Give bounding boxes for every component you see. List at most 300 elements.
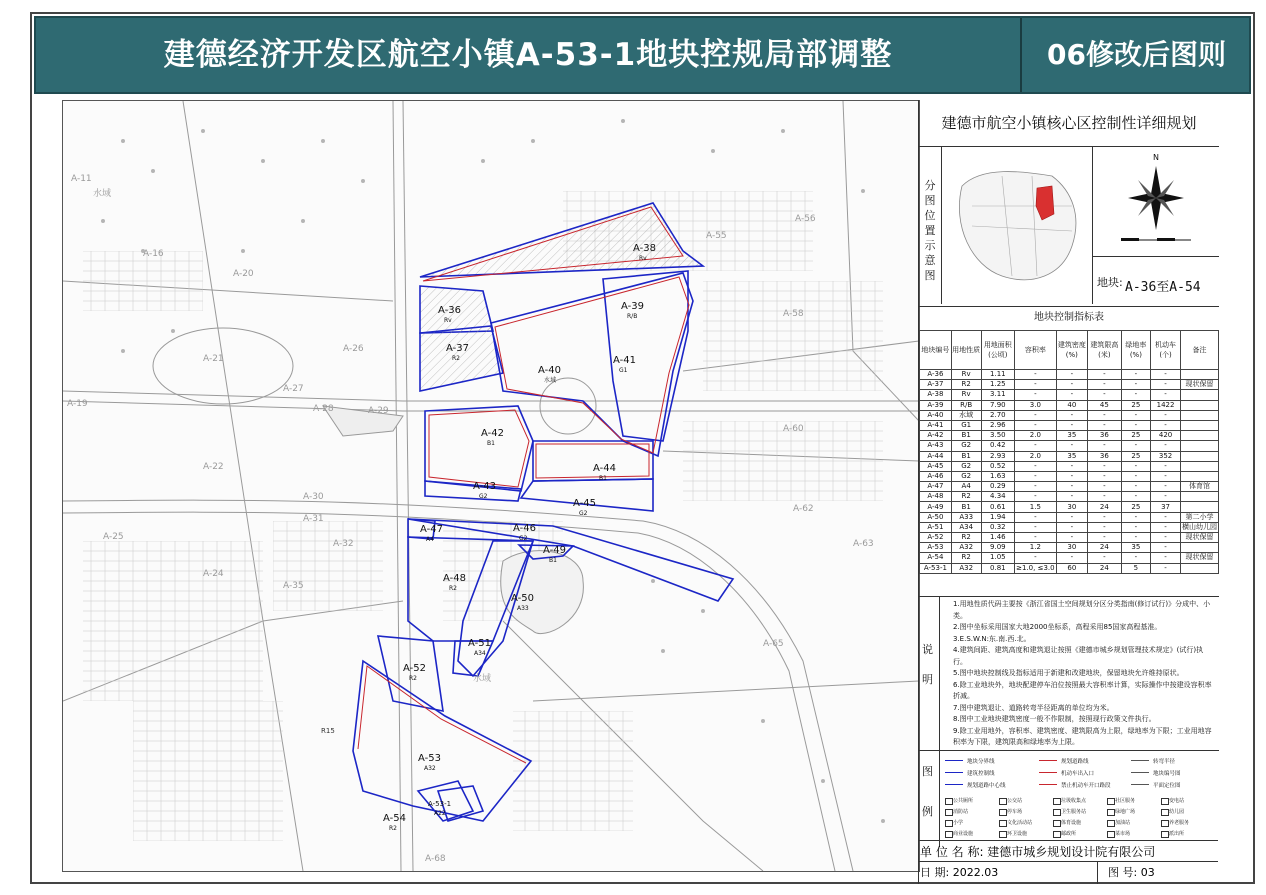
table-cell: R2 (951, 533, 981, 543)
table-cell: - (1056, 553, 1088, 563)
table-cell: - (1088, 410, 1121, 420)
notes-list (939, 599, 1219, 749)
table-cell: A-50 (920, 512, 952, 522)
legend-facility-item: 公交站 (1007, 798, 1023, 804)
table-cell: - (1088, 461, 1121, 471)
table-row (920, 390, 1219, 400)
location-minimap (941, 146, 1093, 304)
table-cell: 现状保留 (1180, 553, 1218, 563)
table-cell: - (1056, 482, 1088, 492)
table-cell: 420 (1151, 431, 1181, 441)
table-cell: - (1056, 492, 1088, 502)
panel-title: 建德市航空小镇核心区控制性详细规划 (919, 100, 1219, 147)
note-item: 7.图中建筑退让、道路转弯半径距离的单位均为米。 (953, 703, 1114, 712)
table-cell: - (1056, 410, 1088, 420)
parcel-label-a-49[interactable]: A-49 (543, 545, 566, 556)
table-cell (1180, 420, 1218, 430)
table-cell: 25 (1121, 400, 1151, 410)
table-cell: 横山幼儿园 (1181, 522, 1217, 531)
context-label: A-58 (783, 309, 804, 319)
legend-item: 规划道路线 (1061, 759, 1089, 765)
table-cell: 1422 (1151, 400, 1181, 410)
table-cell (1180, 461, 1218, 471)
table-cell: B1 (951, 431, 981, 441)
note-item: 2.图中坐标采用国家大地2000坐标系，高程采用85国家高程基准。 (953, 623, 1162, 631)
table-cell: 0.42 (981, 441, 1015, 451)
table-cell: - (1151, 380, 1181, 390)
table-row (920, 553, 1219, 563)
legend-facility-item: 体育设施 (1061, 820, 1082, 826)
table-cell: 25 (1121, 502, 1151, 512)
legend-facility-item: 商业设施 (953, 831, 974, 837)
legend-facility-item: 公共厕所 (953, 798, 974, 804)
legend-facility-icon (1053, 820, 1061, 827)
table-cell: - (1015, 390, 1056, 400)
table-cell: - (1151, 522, 1181, 532)
table-row (920, 492, 1219, 502)
table-cell: 2.0 (1015, 451, 1056, 461)
context-label: A-65 (763, 639, 784, 649)
note-item: 3.E.S.W.N:东.南.西.北。 (953, 634, 1031, 643)
context-label: A-24 (203, 569, 224, 579)
legend-item: 禁止机动车开口路段 (1061, 783, 1111, 789)
context-label: A-19 (67, 399, 88, 409)
legend-item: 机动车出入口 (1061, 771, 1095, 777)
table-cell: A-45 (920, 461, 952, 471)
context-label: A-56 (795, 214, 816, 224)
table-row (920, 482, 1219, 492)
parcel-use-a-41: G1 (619, 367, 628, 374)
parcel-label-a-52[interactable]: A-52 (403, 663, 426, 674)
info-panel (918, 100, 1220, 884)
notes-label-2: 明 (922, 673, 933, 686)
location-minimap-svg (942, 146, 1092, 304)
parcel-use-a-49: B1 (549, 557, 557, 564)
table-cell: 2.0 (1015, 431, 1056, 441)
plan-map-svg (63, 101, 919, 871)
parcel-label-a-53[interactable]: A-53 (418, 753, 441, 764)
legend-facility-item: 菜市场 (1115, 831, 1131, 837)
table-cell: A-41 (920, 420, 952, 430)
table-cell: 3.0 (1015, 400, 1056, 410)
table-row (920, 461, 1219, 471)
table-cell: - (1121, 492, 1151, 502)
table-cell (1180, 400, 1218, 410)
context-label: 水域 (93, 189, 112, 199)
table-cell: 37 (1151, 502, 1181, 512)
table-cell: 35 (1056, 431, 1088, 441)
table-cell: 60 (1056, 563, 1088, 573)
table-cell: - (1121, 461, 1151, 471)
table-cell: A-43 (920, 441, 952, 451)
legend-label-1: 图 (922, 765, 933, 778)
legend-facility-icon (1053, 798, 1061, 805)
table-cell: - (1056, 370, 1088, 380)
table-cell: 体育馆 (1180, 482, 1218, 492)
table-cell: - (1121, 410, 1151, 420)
table-header-cell: 机动车(个) (1151, 331, 1181, 370)
legend-item: 建筑控制线 (967, 771, 995, 777)
table-cell: A-48 (920, 492, 952, 502)
parcel-label-a-44[interactable]: A-44 (593, 463, 616, 474)
legend-swatch (1131, 760, 1149, 761)
table-cell: A-40 (920, 410, 952, 420)
note-item: 8.图中工业地块建筑密度一般不作限制，按照现行政策文件执行。 (953, 715, 1156, 723)
table-cell: A-38 (920, 390, 952, 400)
table-cell: - (1151, 563, 1181, 573)
table-cell: 24 (1088, 502, 1121, 512)
note-item: 1.用地性质代码主要按《浙江省国土空间规划分区分类指南(修订试行)》分成中、小类。 (953, 600, 1211, 620)
parcel-use-a-40: 水域 (544, 377, 557, 384)
table-cell: 现状保留 (1180, 533, 1218, 543)
table-cell: 0.32 (981, 522, 1015, 532)
table-cell: - (1015, 441, 1056, 451)
table-cell: Rv (951, 390, 981, 400)
table-row (920, 370, 1219, 380)
table-row (920, 400, 1219, 410)
table-cell: - (1151, 512, 1181, 522)
table-cell: - (1121, 370, 1151, 380)
context-label: A-63 (853, 539, 874, 549)
table-cell: - (1056, 390, 1088, 400)
table-cell: 352 (1151, 451, 1181, 461)
legend-facility-item: 停车场 (1007, 809, 1023, 815)
context-label: A-11 (71, 174, 92, 184)
table-cell: - (1121, 441, 1151, 451)
table-cell: 9.09 (981, 543, 1015, 553)
table-cell (1180, 390, 1218, 400)
context-label: A-55 (706, 231, 727, 241)
table-cell: - (1015, 482, 1056, 492)
table-cell: 25 (1121, 451, 1151, 461)
table-cell: - (1088, 553, 1121, 563)
table-cell: 1.25 (981, 380, 1015, 390)
legend-facility-icon (1053, 809, 1061, 816)
legend-facility-icon (1107, 831, 1115, 838)
table-cell: 2.70 (981, 410, 1015, 420)
table-cell: 1.05 (981, 553, 1015, 563)
table-cell: - (1056, 522, 1088, 532)
legend-item: 地块分界线 (967, 759, 995, 765)
table-cell: R2 (951, 553, 981, 563)
table-cell (1180, 441, 1218, 451)
legend-facility-item: 卫生服务站 (1061, 809, 1087, 815)
context-label: A-60 (783, 424, 804, 434)
table-cell: Rv (951, 370, 981, 380)
table-cell: - (1056, 420, 1088, 430)
parcel-label-a-51[interactable]: A-51 (468, 638, 491, 649)
table-cell: - (1088, 390, 1121, 400)
table-cell: - (1121, 482, 1151, 492)
legend-facility-icon (945, 798, 953, 805)
table-cell: - (1088, 522, 1121, 532)
table-cell: ≥1.0, ≤3.0 (1016, 563, 1055, 572)
table-cell: - (1088, 492, 1121, 502)
table-cell: - (1121, 522, 1151, 532)
footer (918, 840, 1220, 884)
table-cell: - (1088, 512, 1121, 522)
notes-side (919, 597, 940, 751)
legend-facility-item: 养老服务 (1169, 820, 1190, 826)
context-label: A-30 (303, 492, 324, 502)
parcel-use-a-46: G2 (519, 535, 528, 542)
parcel-use-a-36: Rv (444, 317, 452, 324)
legend-swatch (945, 784, 963, 785)
parcel-label-a-45[interactable]: A-45 (573, 498, 596, 509)
table-header-cell: 建筑密度(%) (1056, 331, 1088, 370)
parcel-label-a-48[interactable]: A-48 (443, 573, 466, 584)
notes-box (919, 596, 1219, 751)
context-label: A-28 (313, 404, 334, 414)
table-cell: - (1088, 533, 1121, 543)
legend-facility-icon (1161, 831, 1169, 838)
table-cell: 36 (1088, 451, 1121, 461)
table-row (920, 522, 1219, 532)
table-title: 地块控制指标表 (919, 306, 1219, 331)
table-cell: - (1121, 420, 1151, 430)
table-cell: G2 (951, 441, 981, 451)
table-cell: 1.46 (981, 533, 1015, 543)
parcel-use-a-52: R2 (409, 675, 417, 682)
table-cell: - (1151, 370, 1181, 380)
legend-side (919, 751, 940, 847)
table-cell: - (1015, 512, 1056, 522)
table-cell (1180, 471, 1218, 481)
legend-facility-icon (1161, 798, 1169, 805)
parcel-use-a-39: R/B (627, 313, 638, 320)
table-cell: - (1056, 461, 1088, 471)
table-cell: A4 (951, 482, 981, 492)
legend-item: 地块编号图 (1153, 771, 1181, 777)
parcel-use-a-50: A33 (517, 605, 529, 612)
context-label: A-68 (425, 854, 446, 864)
table-cell: A-47 (920, 482, 952, 492)
location-box (919, 146, 1219, 307)
legend-item: 规划道路中心线 (967, 783, 1006, 789)
table-cell: A-53-1 (920, 563, 952, 573)
plot-range-value: A-36至A-54 (1125, 280, 1201, 295)
table-cell (1180, 543, 1218, 553)
table-cell: A-37 (920, 380, 952, 390)
parcel-label-a-54[interactable]: A-54 (383, 813, 406, 824)
parcel-label-a-37[interactable]: A-37 (446, 343, 469, 354)
legend-facility-icon (1161, 820, 1169, 827)
table-cell: A33 (951, 512, 981, 522)
table-cell: 0.52 (981, 461, 1015, 471)
table-cell: 1.5 (1015, 502, 1056, 512)
legend-facility-item: 加油站 (1115, 820, 1131, 826)
table-cell: - (1151, 482, 1181, 492)
table-cell: - (1151, 410, 1181, 420)
table-header-cell: 建筑限高(米) (1088, 331, 1121, 370)
note-item: 9.除工业用地外，容积率、建筑密度、建筑限高为上限，绿地率为下限；工业用地容积率为下限，建筑限高和绿地率为上限。 (953, 726, 1212, 746)
table-cell: 4.34 (981, 492, 1015, 502)
legend-swatch (1039, 760, 1057, 761)
legend-facility-icon (1107, 798, 1115, 805)
table-cell: - (1151, 543, 1181, 553)
legend-facility-item: 变电站 (1169, 798, 1185, 804)
table-cell: - (1088, 482, 1121, 492)
parcel-label-a-46[interactable]: A-46 (513, 523, 536, 534)
table-cell: 2.96 (981, 420, 1015, 430)
table-cell: - (1151, 441, 1181, 451)
table-cell: - (1015, 522, 1056, 532)
context-label: A-32 (333, 539, 354, 549)
parcel-use-a-45: G2 (579, 510, 588, 517)
parcel-use-a-44: B1 (599, 475, 607, 482)
table-cell: B1 (951, 451, 981, 461)
parcel-label-a-47[interactable]: A-47 (420, 524, 443, 535)
parcel-label-a-42[interactable]: A-42 (481, 428, 504, 439)
table-cell: A-54 (920, 553, 952, 563)
table-cell: 30 (1056, 543, 1088, 553)
parcel-use-a-43: G2 (479, 493, 488, 500)
context-label: A-31 (303, 514, 324, 524)
context-label: A-25 (103, 532, 124, 542)
table-cell: - (1015, 553, 1056, 563)
table-cell: - (1088, 441, 1121, 451)
context-label: A-16 (143, 249, 164, 259)
table-header-cell: 容积率 (1015, 331, 1056, 370)
table-cell: - (1015, 492, 1056, 502)
table-cell: - (1015, 370, 1056, 380)
parcel-label-a-36[interactable]: A-36 (438, 305, 461, 316)
parcel-label-a-39[interactable]: A-39 (621, 301, 644, 312)
legend-swatch (1039, 784, 1057, 785)
table-cell: - (1151, 420, 1181, 430)
context-label: A-27 (283, 384, 304, 394)
parcel-use-a-42: B1 (487, 440, 495, 447)
table-cell: 7.90 (981, 400, 1015, 410)
table-cell: - (1056, 441, 1088, 451)
legend-facility-icon (945, 820, 953, 827)
table-cell: 0.81 (981, 563, 1015, 573)
parcel-use-a-48: R2 (449, 585, 457, 592)
table-cell (1180, 563, 1218, 573)
parcel-use-a-54: R2 (389, 825, 397, 832)
parcel-label-a-41[interactable]: A-41 (613, 355, 636, 366)
note-item: 6.除工业地块外，地块配建停车泊位按照最大容积率计算，实际操作中按建设容积率折减。 (953, 680, 1212, 700)
table-cell (1180, 431, 1218, 441)
table-row (920, 533, 1219, 543)
table-cell: - (1015, 533, 1056, 543)
table-cell: R2 (951, 492, 981, 502)
context-label: A-26 (343, 344, 364, 354)
legend-item: 转弯半径 (1153, 759, 1176, 765)
table-cell: - (1015, 380, 1056, 390)
legend-facility-item: 绿地广场 (1115, 809, 1136, 815)
table-cell: - (1056, 380, 1088, 390)
table-cell: 1.11 (981, 370, 1015, 380)
parcel-use-a-51: A34 (474, 650, 486, 657)
table-cell (1180, 370, 1218, 380)
legend-facility-icon (999, 820, 1007, 827)
table-cell: 30 (1056, 502, 1088, 512)
table-row (920, 441, 1219, 451)
header-bar (34, 16, 1251, 94)
location-label: 分图位置示意图 (924, 179, 936, 282)
table-cell (1180, 492, 1218, 502)
table-cell: A-52 (920, 533, 952, 543)
legend-facility-item: 社区服务 (1115, 798, 1136, 804)
legend-facility-icon (945, 809, 953, 816)
legend-swatch (945, 772, 963, 773)
table-cell: 24 (1088, 543, 1121, 553)
table-cell: - (1151, 553, 1181, 563)
page-subtitle: 06修改后图则 (1047, 38, 1226, 71)
table-row (920, 410, 1219, 420)
table-cell: 3.50 (981, 431, 1015, 441)
context-label: A-21 (203, 354, 224, 364)
parcel-label-a-40[interactable]: A-40 (538, 365, 561, 376)
parcel-label-a-53-1[interactable]: A-53-1 (428, 800, 452, 808)
table-cell: A-42 (920, 431, 952, 441)
table-header-cell: 绿地率(%) (1121, 331, 1151, 370)
table-cell: - (1015, 420, 1056, 430)
legend-item: 平面定位图 (1153, 783, 1181, 789)
table-cell: 25 (1121, 431, 1151, 441)
context-label: A-62 (793, 504, 814, 514)
note-item: 4.建筑间距、建筑高度和建筑退让按照《建德市城乡规划管理技术规定》(试行)执行。 (953, 646, 1204, 666)
table-cell: 第二小学 (1180, 512, 1218, 522)
legend-facility-icon (999, 809, 1007, 816)
table-row (920, 502, 1219, 512)
table-cell: - (1121, 553, 1151, 563)
table-cell: - (1088, 420, 1121, 430)
table-cell: 35 (1121, 543, 1151, 553)
table-cell: - (1015, 461, 1056, 471)
table-header-cell: 地块编号 (920, 331, 952, 370)
table-cell: 40 (1056, 400, 1088, 410)
table-cell: A-46 (920, 471, 952, 481)
table-header-cell: 用地面积(公顷) (981, 331, 1015, 370)
table-cell: - (1121, 471, 1151, 481)
page-title: 建德经济开发区航空小镇A-53-1地块控规局部调整 (163, 37, 893, 73)
table-cell: 35 (1056, 451, 1088, 461)
notes-label-1: 说 (922, 643, 933, 656)
table-cell: B1 (951, 502, 981, 512)
table-cell: G2 (951, 461, 981, 471)
table-cell: A32 (951, 543, 981, 553)
table-cell: A-53 (920, 543, 952, 553)
parcel-label-a-50[interactable]: A-50 (511, 593, 534, 604)
table-cell: 0.61 (981, 502, 1015, 512)
north-arrow-box (1093, 146, 1219, 257)
legend-facility-item: 文化活动站 (1007, 820, 1033, 826)
svg-text:N: N (1153, 153, 1159, 162)
north-arrow-icon (1093, 146, 1219, 256)
table-cell: G2 (951, 471, 981, 481)
parcel-label-a-38[interactable]: A-38 (633, 243, 656, 254)
table-row (920, 451, 1219, 461)
table-cell: - (1151, 533, 1181, 543)
legend-facility-item: 幼儿园 (1169, 809, 1185, 815)
note-item: 5.图中地块控制线及指标适用于新建和改建地块，保留地块允许维持原状。 (953, 669, 1184, 677)
table-cell: A-36 (920, 370, 952, 380)
table-cell: G1 (951, 420, 981, 430)
table-row (920, 543, 1219, 553)
table-cell: - (1015, 471, 1056, 481)
table-cell: - (1151, 492, 1181, 502)
figure-number: 图 号: 03 (1108, 866, 1155, 879)
legend-facility-icon (1107, 809, 1115, 816)
parcel-use-a-37: R2 (452, 355, 460, 362)
parcel-label-a-43[interactable]: A-43 (473, 481, 496, 492)
table-cell: - (1056, 512, 1088, 522)
table-cell: 36 (1088, 431, 1121, 441)
legend-facility-item: 邮政所 (1061, 831, 1077, 837)
plan-map[interactable] (62, 100, 920, 872)
